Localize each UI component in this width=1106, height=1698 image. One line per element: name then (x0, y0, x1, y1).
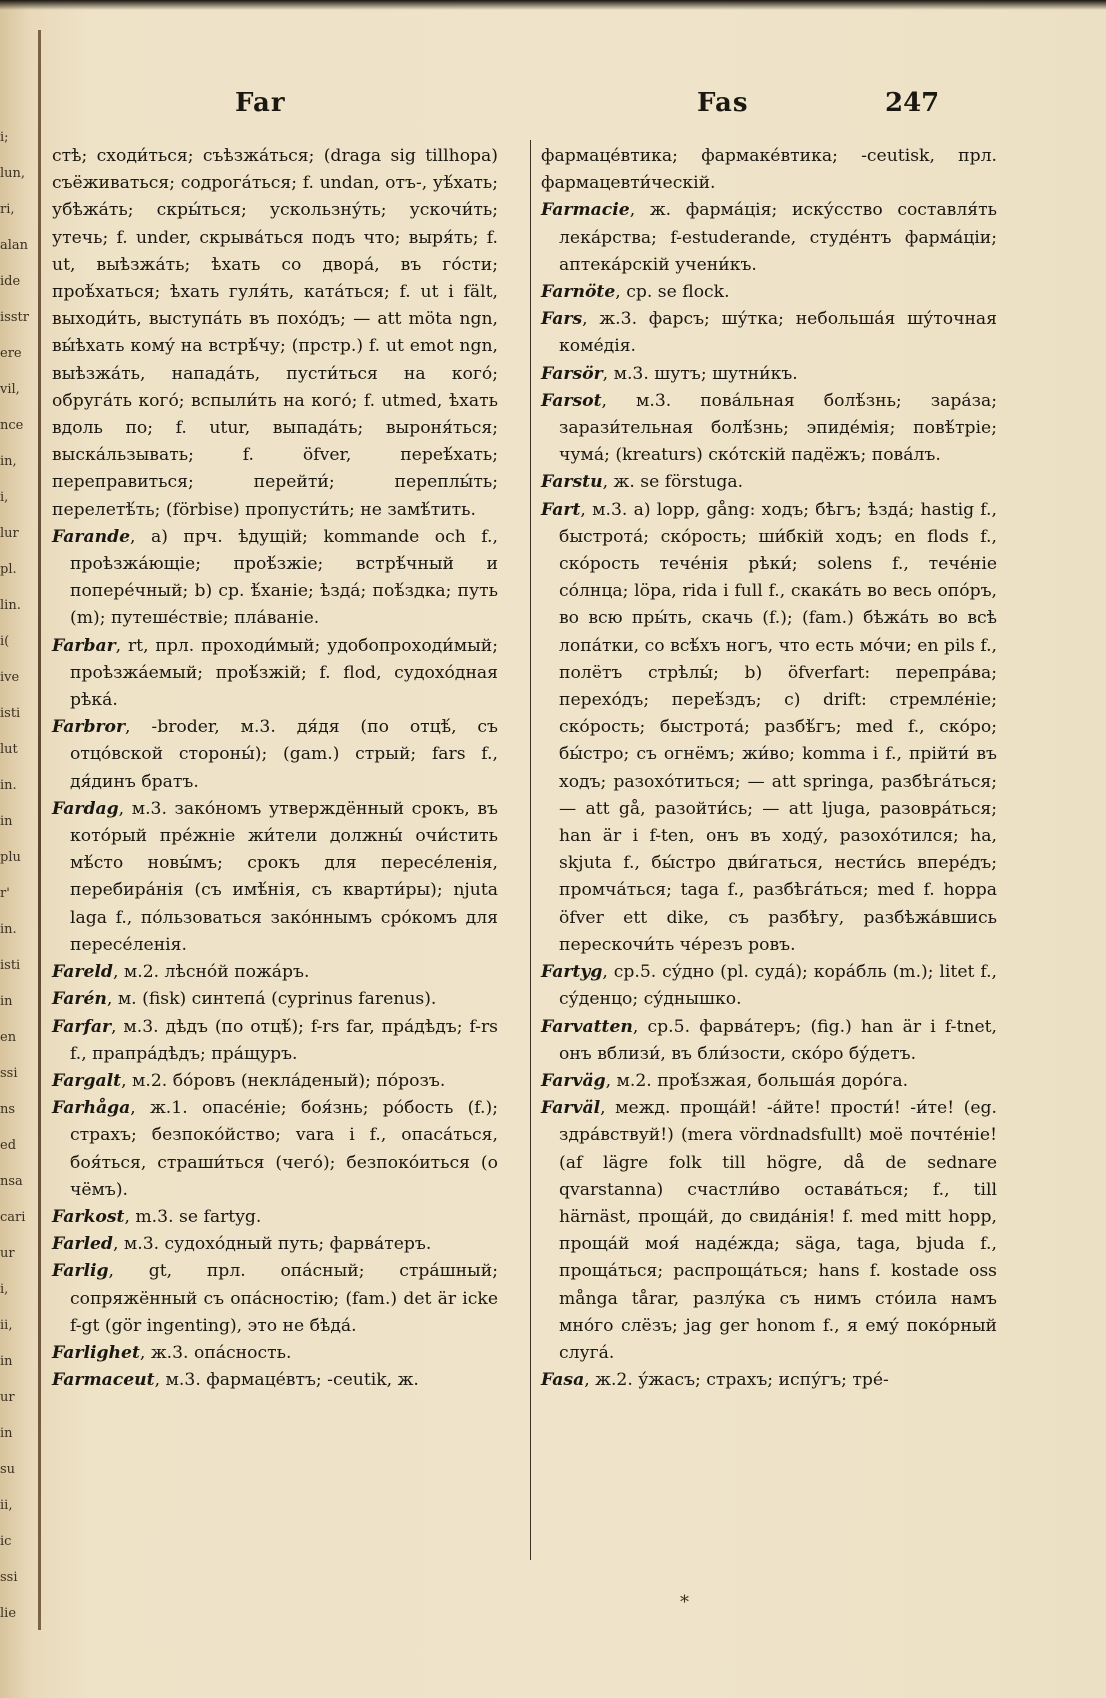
gutter-fragment: in (0, 994, 13, 1009)
dictionary-entry: Farled, м.3. судохо́дный путь; фарва́теръ. (52, 1234, 432, 1255)
gutter-fragment: su (0, 1462, 16, 1477)
headword: Fart (541, 499, 581, 520)
headword: Farvatten (541, 1016, 633, 1037)
gutter-fragment: ri, (0, 202, 15, 217)
gutter-fragment: ide (0, 274, 21, 289)
gutter-fragment: pl. (0, 562, 17, 577)
headword: Farväg (541, 1070, 606, 1091)
gutter-fragment: i( (0, 634, 10, 649)
dictionary-entry: стѣ; сходи́ться; съѣзжа́ться; (draga sig tillhopa) съёживаться; содрога́ться; f. undan, отъ-, уѣ́хать; убѣжа́ть; скры́ться; ускользну́ть; ускочи́ть; утечь; f. under, скрыва́ться подъ что; выря́ть; f. ut, выѣзжа́ть; ѣхать со двора́, въ го́сти; проѣ́хаться; ѣхать гуля́ть, ката́ться; f. ut i fält, выходи́ть, выступа́ть въ похо́дъ; — att möta ngn, вы́ѣхать кому́ на встрѣ́чу; (прстр.) f. ut emot ngn, выѣзжа́ть, напада́ть, пусти́ться на кого́; обруга́ть кого́; вспыли́ть на кого́; f. utmed, ѣхать вдоль по; f. utur, выпада́ть; выроня́ться; выска́льзывать; f. öfver, переѣ́хать; переправиться; перейти́; переплы́ть; перелетѣ́ть; (förbise) пропусти́ть; не замѣ́тить. (52, 146, 498, 520)
gutter-fragment: ssi (0, 1066, 18, 1081)
gutter-fragment: ii, (0, 1498, 13, 1513)
headword: Farhåga (52, 1098, 131, 1119)
dictionary-entry: Farnöte, ср. se flock. (541, 282, 730, 303)
binding-gutter (38, 30, 41, 1630)
dictionary-entry: Farvatten, ср.5. фарва́теръ; (fig.) han är i f-tnet, онъ вблизи́, въ бли́зости, ско́ро бу́детъ. (541, 1016, 997, 1064)
dictionary-entry: Farbar, rt, прл. проходи́мый; удобопроходи́мый; проѣзжа́емый; проѣ́зжій; f. flod, судохо́дная рѣка́. (52, 635, 498, 711)
headword: Farbror (52, 717, 126, 738)
dictionary-entry: Farlig, gt, прл. опа́сный; стра́шный; сопряжённый съ опа́сностію; (fam.) det är icke f-gt (gör ingenting), это не бѣда́. (52, 1261, 498, 1336)
gutter-fragment: i; (0, 130, 9, 145)
running-header (0, 88, 1106, 128)
gutter-fragment: lin. (0, 598, 21, 613)
headword: Fargalt (52, 1070, 122, 1091)
gutter-fragment: ns (0, 1102, 16, 1117)
gutter-fragment: ssi (0, 1570, 18, 1585)
gutter-fragment: ere (0, 346, 22, 361)
dictionary-entry: Fareld, м.2. лѣсно́й пожа́ръ. (52, 962, 310, 983)
headword: Farsör (541, 363, 603, 384)
gutter-fragment: isstr (0, 310, 29, 325)
gutter-fragment: isti (0, 958, 21, 973)
gutter-fragment: i, (0, 490, 9, 505)
headword: Farlighet (52, 1342, 140, 1363)
dictionary-entry: Farsör, м.3. шутъ; шутни́къ. (541, 363, 798, 384)
gutter-fragment: ii, (0, 1318, 13, 1333)
headword: Farsot (541, 390, 602, 411)
gutter-fragment: in (0, 814, 13, 829)
gutter-fragment: cari (0, 1210, 26, 1225)
headword: Farstu (541, 472, 603, 493)
gutter-fragment: ive (0, 670, 20, 685)
facing-page-fragments (0, 120, 40, 1620)
gutter-fragment: lur (0, 526, 19, 541)
dictionary-entry: Farmacie, ж. фарма́ція; иску́сство составля́ть лека́рства; f-estuderande, студе́нтъ фарма́ціи; аптека́рскій учени́къ. (541, 200, 997, 275)
dictionary-entry: Fartyg, ср.5. су́дно (pl. суда́); кора́бль (m.); litet f., су́денцо; су́днышко. (541, 962, 997, 1010)
dictionary-entry: Farmaceut, м.3. фармаце́втъ; -ceutik, ж. (52, 1370, 419, 1391)
dictionary-entry: Farväl, межд. проща́й! -а́йте! прости́! -и́те! (eg. здра́вствуй!) (mera vördnadsfullt) моё почте́ніе! (af lägre folk till högre, då de sednare qvarstanna) счастли́во остава́ться; f., till härnäst, проща́й, до свида́нія! f. med mitt hopp, проща́й моя́ наде́жда; säga, taga, bjuda f., проща́ться; распроща́ться; hans f. kostade oss många tårar, разлу́ка съ нимъ сто́ила намъ мно́го слёзъ; jag ger honom f., я ему́ поко́рный слуга́. (541, 1098, 997, 1363)
headword: Farfar (52, 1016, 112, 1037)
headword: Farlig (52, 1261, 109, 1282)
headword: Farkost (52, 1206, 125, 1227)
gutter-fragment: lie (0, 1606, 17, 1620)
gutter-fragment: nce (0, 418, 24, 433)
headword: Farmacie (541, 200, 630, 221)
footer-mark: * (680, 1592, 689, 1613)
gutter-fragment: ed (0, 1138, 17, 1153)
right-column (541, 143, 997, 1394)
dictionary-entry: Farfar, м.3. дѣдъ (по отцѣ́); f-rs far, пра́дѣдъ; f-rs f., прапра́дѣдъ; пра́щуръ. (52, 1016, 498, 1064)
dictionary-entry: Farbror, -broder, м.3. дя́дя (по отцѣ́, съ отцо́вской стороны́); (gam.) стрый; fars f., дя́динъ братъ. (52, 717, 498, 792)
top-edge-shadow (0, 0, 1106, 10)
gutter-fragment: in (0, 1354, 13, 1369)
gutter-fragment: i, (0, 1282, 9, 1297)
dictionary-entry: Fargalt, м.2. бо́ровъ (некла́деный); по́розъ. (52, 1070, 446, 1091)
gutter-fragment: in. (0, 778, 17, 793)
gutter-fragment: vil, (0, 382, 20, 397)
dictionary-entry: Fasa, ж.2. у́жасъ; страхъ; испу́гъ; тре́- (541, 1370, 889, 1391)
page-number: 247 (885, 88, 940, 118)
dictionary-entry: Farlighet, ж.3. опа́сность. (52, 1342, 292, 1363)
headword: Farmaceut (52, 1370, 155, 1391)
dictionary-entry: Farstu, ж. se förstuga. (541, 472, 744, 493)
headword: Farväl (541, 1098, 601, 1119)
gutter-fragment: in. (0, 922, 17, 937)
gutter-fragment: ic (0, 1534, 12, 1549)
gutter-fragment: lun, (0, 166, 26, 181)
right-running-head: Fas (697, 88, 749, 118)
gutter-fragment: ur (0, 1390, 15, 1405)
dictionary-entry: Farväg, м.2. проѣ́зжая, больша́я доро́га. (541, 1070, 909, 1091)
dictionary-entry: Fart, м.3. a) lopp, gång: ходъ; бѣгъ; ѣзда́; hastig f., быстрота́; ско́рость; ши́бкій ходъ; en flods f., ско́рость тече́нія рѣки́; solens f., тече́ніе со́лнца; löpa, rida i full f., скака́ть во весь опо́ръ, во всю пры́ть, скачь (f.); (fam.) бѣжа́ть во всѣ лопа́тки, со всѣ́хъ ногъ, что есть мо́чи; en pils f., полётъ стрѣлы́; b) öfverfart: перепра́ва; перехо́дъ; переѣ́здъ; c) drift: стремле́ніе; ско́рость; быстрота́; разбѣ́гъ; med f., ско́ро; бы́стро; съ огнёмъ; жи́во; komma i f., прійти́ въ ходъ; разохо́титься; — att springa, разбѣга́ться; — att gå, разойти́сь; — att ljuga, разовра́ться; han är i f-ten, онъ въ ходу́, разохо́тился; ha, skjuta f., бы́стро дви́гаться, нести́сь впере́дъ; промча́ться; taga f., разбѣга́ться; med f. hoppa öfver ett dike, съ разбѣгу, разбѣжа́вшись перескочи́ть че́резъ ровъ. (541, 499, 997, 955)
left-running-head: Far (235, 88, 286, 118)
headword: Farbar (52, 635, 116, 656)
gutter-fragment: ur (0, 1246, 15, 1261)
gutter-fragment: nsa (0, 1174, 23, 1189)
headword: Fartyg (541, 962, 603, 983)
gutter-fragment: plu (0, 850, 21, 865)
gutter-fragment: en (0, 1030, 17, 1045)
gutter-fragment: lut (0, 742, 18, 757)
dictionary-entry: Fardag, м.3. зако́номъ утверждённый срокъ, въ кото́рый пре́жніе жи́тели должны́ очи́стить мѣ́сто новы́мъ; срокъ для пересе́ленія, перебира́нія (съ имѣ́нія, съ кварти́ры); njuta laga f., по́льзоваться зако́ннымъ сро́комъ для пересе́ленія. (52, 798, 498, 955)
headword: Farled (52, 1234, 113, 1255)
dictionary-entry: Farsot, м.3. пова́льная болѣ́знь; зара́за; зарази́тельная болѣ́знь; эпиде́мія; повѣ́тріе; чума́; (kreaturs) ско́тскій падёжъ; пова́лъ. (541, 390, 997, 466)
gutter-fragment: in, (0, 454, 17, 469)
headword: Fars (541, 309, 583, 330)
dictionary-entry: Farkost, m.3. se fartyg. (52, 1206, 262, 1227)
dictionary-entry: фармаце́втика; фармаке́втика; -ceutisk, прл. фармацевти́ческій. (541, 146, 997, 194)
dictionary-entry: Farhåga, ж.1. опасе́ніе; боя́знь; ро́бость (f.); страхъ; безпоко́йство; vara i f., опаса́ться, боя́ться, страши́ться (чего́); безпоко́иться (о чёмъ). (52, 1098, 498, 1200)
headword: Fasa (541, 1370, 585, 1391)
headword: Farande (52, 526, 131, 547)
dictionary-entry: Farén, м. (fisk) синтепа́ (cyprinus farenus). (52, 989, 437, 1010)
headword: Farén (52, 989, 107, 1010)
gutter-fragment: alan (0, 238, 29, 253)
headword: Fareld (52, 962, 113, 983)
column-divider (530, 140, 531, 1560)
dictionary-entry: Farande, a) прч. ѣдущій; kommande och f., проѣзжа́ющіе; проѣ́зжіе; встрѣ́чный и попере́чный; b) ср. ѣ́ханіе; ѣзда́; поѣ́здка; путь (m); путеше́ствіе; пла́ваніе. (52, 526, 498, 629)
left-column (52, 143, 498, 1394)
headword: Farnöte (541, 282, 616, 303)
gutter-fragment: isti (0, 706, 21, 721)
headword: Fardag (52, 798, 119, 819)
dictionary-entry: Fars, ж.3. фарсъ; шу́тка; небольша́я шу́точная коме́дія. (541, 309, 997, 357)
gutter-fragment: r' (0, 886, 10, 901)
gutter-fragment: in (0, 1426, 13, 1441)
